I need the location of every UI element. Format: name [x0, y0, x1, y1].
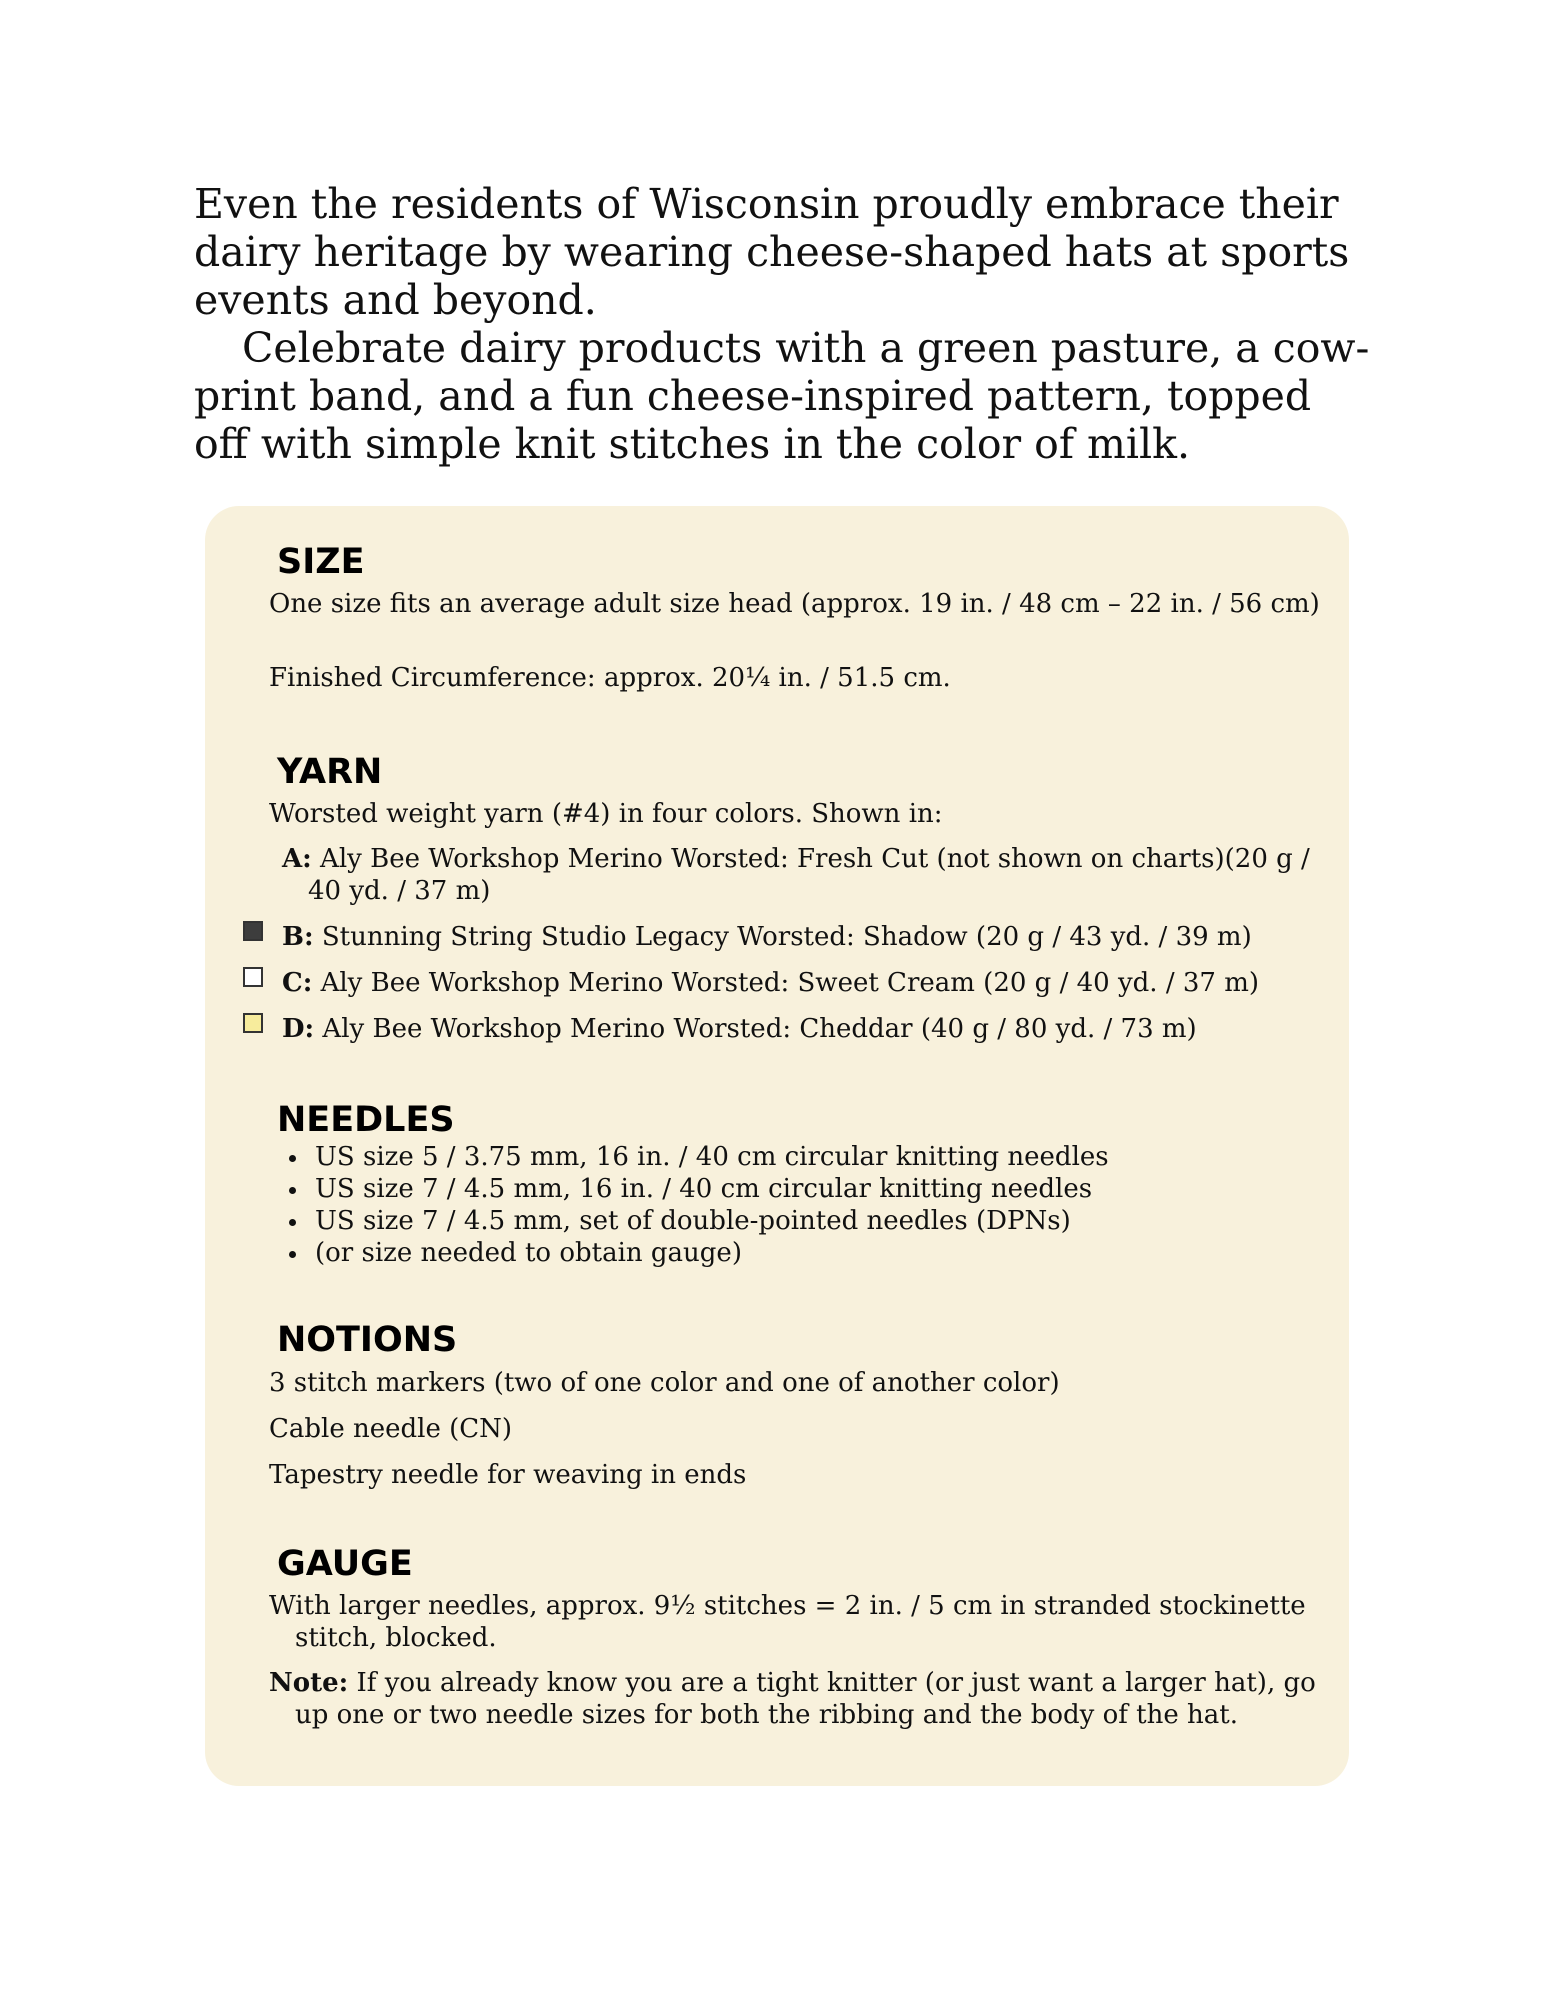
swatch-d-cheddar [243, 1013, 263, 1033]
intro-paragraph-2: Celebrate dairy products with a green pasture, a cow-print band, and a fun cheese-inspired pattern, topped off with simple knit stitches in the color of milk. [194, 324, 1370, 468]
needles-heading: NEEDLES [277, 1100, 455, 1140]
notions-heading: NOTIONS [277, 1320, 458, 1360]
gauge-line-1: With larger needles, approx. 9½ stitches = 2 in. / 5 cm in stranded stockinette stitch, blocked. [269, 1591, 1306, 1653]
yarn-color-a-key: A: [282, 844, 312, 874]
list-item: US size 7 / 4.5 mm, 16 in. / 40 cm circular knitting needles [289, 1173, 1289, 1205]
yarn-color-a [282, 843, 1348, 907]
swatch-b-shadow [243, 921, 263, 941]
list-item: US size 7 / 4.5 mm, set of double-pointed needles (DPNs) [289, 1205, 1289, 1237]
needles-list [289, 1141, 1289, 1269]
size-line-2: Finished Circumference: approx. 20¼ in. / 51.5 cm. [269, 663, 951, 693]
yarn-color-c-text: Aly Bee Workshop Merino Worsted: Sweet Cream (20 g / 40 yd. / 37 m) [320, 968, 1259, 998]
yarn-color-b-key: B: [282, 922, 314, 952]
list-item: US size 5 / 3.75 mm, 16 in. / 40 cm circular knitting needles [289, 1141, 1289, 1173]
gauge-note-label: Note: [269, 1668, 349, 1698]
notions-item-2: Cable needle (CN) [269, 1414, 513, 1444]
yarn-color-d-key: D: [282, 1014, 315, 1044]
yarn-color-d-text: Aly Bee Workshop Merino Worsted: Cheddar (40 g / 80 yd. / 73 m) [322, 1014, 1197, 1044]
size-heading: SIZE [277, 542, 365, 582]
notions-item-1: 3 stitch markers (two of one color and one of another color) [269, 1368, 1060, 1398]
yarn-color-a-text: Aly Bee Workshop Merino Worsted: Fresh Cut (not shown on charts)(20 g / 40 yd. / 37 m) [308, 844, 1310, 906]
intro-paragraph-1: Even the residents of Wisconsin proudly embrace their dairy heritage by wearing cheese-shaped hats at sports events and beyond. [194, 180, 1350, 324]
yarn-intro: Worsted weight yarn (#4) in four colors. Shown in: [269, 799, 943, 829]
swatch-c-sweet-cream [243, 967, 263, 987]
yarn-color-c-key: C: [282, 968, 313, 998]
size-line-1: One size fits an average adult size head (approx. 19 in. / 48 cm – 22 in. / 56 cm) [269, 589, 1320, 619]
yarn-color-d [282, 1013, 1322, 1045]
gauge-heading: GAUGE [277, 1544, 413, 1584]
yarn-heading: YARN [277, 752, 383, 792]
intro-text [194, 180, 1374, 468]
list-item: (or size needed to obtain gauge) [289, 1237, 1289, 1269]
yarn-color-b-text: Stunning String Studio Legacy Worsted: Shadow (20 g / 43 yd. / 39 m) [321, 922, 1252, 952]
gauge-note-text: If you already know you are a tight knitter (or just want a larger hat), go up one or two needle sizes for both the ribbing and the body of the hat. [295, 1668, 1316, 1730]
gauge-note [269, 1667, 1345, 1731]
notions-item-3: Tapestry needle for weaving in ends [269, 1460, 747, 1490]
yarn-color-b [282, 921, 1322, 953]
yarn-color-c [282, 967, 1322, 999]
